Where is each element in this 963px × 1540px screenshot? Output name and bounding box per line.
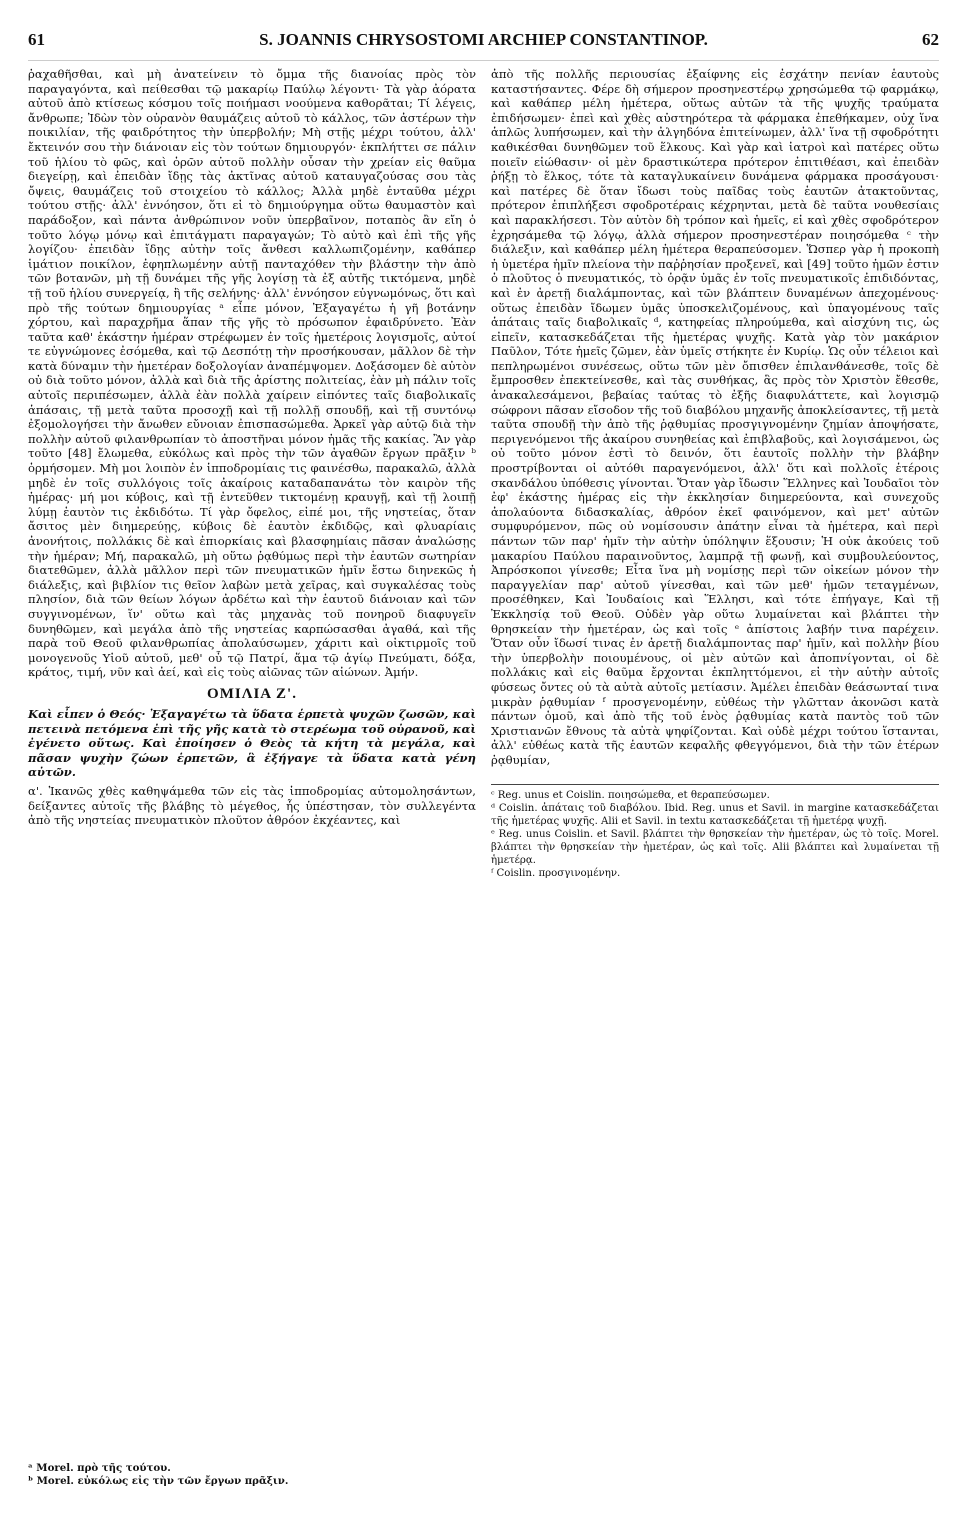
page-number-right: 62 xyxy=(922,30,939,49)
right-footnotes xyxy=(491,784,939,880)
two-column-body xyxy=(28,67,939,880)
footnote: ᵉ Reg. unus Coislin. et Savil. βλάπτει τὴν θρησκείαν τὴν ἡμετέραν, ὡς τὸ τοῖς. Morel. βλάπτει τὴν θρησκείαν τὴν ἡμετέραν, ὡς καὶ τοῖς. Alii βλάπτει καὶ λυμαίνεται τῇ ἡμετέρᾳ. xyxy=(491,828,939,866)
running-header xyxy=(28,30,939,61)
footnote: ᵈ Coislin. ἀπάταις τοῦ διαβόλου. Ibid. Reg. unus et Savil. in margine κατασκεδάζεται τῆς ἡμετέρας ψυχῆς. Alii et Savil. in textu κατασκεδάζεται τῇ ἡμετέρᾳ ψυχῇ. xyxy=(491,802,939,827)
section-paragraph: α'. Ἱκανῶς χθὲς καθηψάμεθα τῶν εἰς τὰς ἱπποδρομίας αὐτομολησάντων, δείξαντες αὐτοῖς τῆς βλάβης τὸ μέγεθος, ἧς ὑπέστησαν, τὸν συλλεγέντα ἀπὸ τῆς νηστείας πνευματικὸν πλοῦτον ἀθρόον ἐκχέαντες, καὶ xyxy=(28,783,476,828)
right-paragraph: ἀπὸ τῆς πολλῆς περιουσίας ἐξαίφνης εἰς ἐσχάτην πενίαν ἑαυτοὺς καταστήσαντες. Φέρε δὴ σήμερον προσηνεστέρῳ χρησώμεθα τῷ φαρμάκῳ, καὶ καθάπερ μέλη ἡμέτερα, οὕτως αὐτῶν τὰ τῆς ψυχῆς τραύματα ἐπιδήσωμεν· ἐπεὶ καὶ χθὲς αὐστηρότερα τὰ φάρμακα ἐπεθήκαμεν, οὐχ ἵνα ἁπλῶς λυπήσωμεν, καὶ τὴν ἀλγηδόνα ἐπιτείνωμεν, ἀλλ' ἵνα τῇ σφοδρότητι καθικέσθαι δυνηθῶμεν τοῦ ἕλκους. Καὶ γὰρ καὶ ἰατροὶ καὶ πατέρες οὕτω ποιεῖν εἰώθασιν· οἱ μὲν δραστικώτερα πρότερον ἐπιτιθέασι, καὶ ἐπειδὰν ῥήξῃ τὸ ἕλκος, τότε τὰ καταγλυκαίνειν δυνάμενα φάρμακα προσάγουσι· καὶ πατέρες δὲ ὅταν ἴδωσι τοὺς παῖδας τοὺς ἑαυτῶν ἀτακτοῦντας, πρότερον ἐπιπλήξεσι σφοδροτέραις κέχρηνται, μετὰ δὲ ταῦτα νουθεσίαις καὶ παρακλήσεσι. Τὸν αὐτὸν δὴ τρόπον καὶ ἡμεῖς, εἰ καὶ χθὲς σφοδρότερον ἐχρησάμεθα τῷ λόγῳ, ἀλλὰ σήμερον προσηνεστέραν ποιησόμεθα ᶜ τὴν διάλεξιν, καὶ καθάπερ μέλη ἡμέτερα θεραπεύσομεν. Ὥσπερ γὰρ ἡ προκοπὴ ἡ ὑμετέρα ἡμῖν πλείονα τὴν παῤῥησίαν προξενεῖ, καὶ [49] τοῦτο ἡμῶν ἐστιν ὁ πλοῦτος ὁ πνευματικός, τὸ ὁρᾷν ὑμᾶς ἐν τοῖς πνευματικοῖς ἐπιδιδόντας, καὶ ἐν ἀρετῇ διαλάμποντας, καὶ τῶν βλάπτειν δυναμένων ἀπεχομένους· οὕτως ἐπειδὰν ἴδωμεν ὑμᾶς ὑποσκελιζομένους, καὶ ὑπαγομένους ταῖς ἁπάταις ταῖς διαβολικαῖς ᵈ, κατηφείας πληρούμεθα, καὶ αἰσχύνη τις, ὡς εἰπεῖν, κατασκεδάζεται τῆς ἡμετέρας ψυχῆς. Κατὰ γὰρ τὸν μακάριον Παῦλον, Τότε ἡμεῖς ζῶμεν, ἐὰν ὑμεῖς στήκητε ἐν Κυρίῳ. Ὡς οὖν τέλειοι καὶ πεπληρωμένοι συνέσεως, οὕτω τῶν μὲν ὄπισθεν ἐπιλανθάνεσθε, τοῖς δὲ ἔμπροσθεν ἐπεκτείνεσθε, καὶ τὰς συνθήκας, ἃς πρὸς τὸν Χριστὸν ἔθεσθε, ἀνακαλεσάμενοι, βεβαίας ταύτας τὸ ἐξῆς διαφυλάττετε, καὶ λογισμῷ σώφρονι πᾶσαν εἴσοδον τῆς τοῦ διαβόλου μηχανῆς ἀποκλείσαντες, τῇ μετὰ ταῦτα σπουδῇ τὴν ἀπὸ τῆς ῥᾳθυμίας προσγιγνομένην ζημίαν ἀποψήσατε, περιγενόμενοι τῆς ἀκαίρου συνηθείας καὶ ἐπιβλαβοῦς, καὶ λογισάμενοι, ὡς οὐ τοῦτο μόνον ἐστὶ τὸ δεινόν, ὅτι ἑαυτοῖς πολλὴν τὴν βλάβην προστρίβονται οἱ αὐτόθι παραγενόμενοι, ἀλλ' ὅτι καὶ πολλοῖς ἑτέροις σκανδάλου ὑπόθεσις γίνονται. Ὅταν γὰρ ἴδωσιν Ἕλληνες καὶ Ἰουδαῖοι τὸν ἐφ' ἑκάστης ἡμέρας εἰς τὴν ἐκκλησίαν διημερεύοντα, καὶ συνεχοῦς ἀπολαύοντα διδασκαλίας, ἀθρόον ἐκεῖ φαινόμενον, καὶ μετ' αὐτῶν συμφυρόμενον, πῶς οὐ νομίσουσιν ἀπάτην εἶναι τὰ ἡμέτερα, καὶ περὶ πάντων τῶν παρ' ἡμῖν τὴν αὐτὴν ὑπόληψιν ἕξουσιν; Ἡ οὐκ ἀκούεις τοῦ μακαρίου Παύλου παραινοῦντος, λαμπρᾷ τῇ φωνῇ, καὶ συμβουλεύοντος, Ἀπρόσκοποι γίνεσθε; Εἶτα ἵνα μὴ νομίσῃς περὶ τῶν οἰκείων μόνον τὴν παραγγελίαν παρ' αὐτοῦ γίνεσθαι, καὶ τῶν μεθ' ἡμῶν τεταγμένων, προσέθηκεν, Καὶ Ἰουδαίοις καὶ Ἕλλησι, καὶ τότε ἐπήγαγε, Καὶ τῇ Ἐκκλησίᾳ τοῦ Θεοῦ. Οὐδὲν γὰρ οὕτω λυμαίνεται καὶ βλάπτει τὴν θρησκείαν τὴν ἡμετέραν, ὡς καὶ τοῖς ᵉ ἀπίστοις λαβήν τινα παρέχειν. Ὅταν οὖν ἴδωσί τινας ἐν ἀρετῇ διαλάμποντας παρ' ἡμῖν, καὶ πολλὴν βίου τὴν ὑπερβολὴν ποιουμένους, οἱ μὲν αὐτῶν καὶ ἀποπνίγονται, οἱ δὲ πολλάκις καὶ εἰς θαῦμα ἔρχονται ἐκπληττόμενοι, εἰ τὴν αὐτὴν αὐτοῖς φύσεως ὄντες οὐ τὰ αὐτὰ αὐτοῖς μετίασιν. Ἀμέλει ἐπειδὰν θεάσωνταί τινα μικρὰν ῥᾳθυμίαν ᶠ προσγενομένην, εὐθέως τὴν γλῶτταν ἀκονῶσι κατὰ πάντων ὁμοῦ, καὶ ἀπὸ τῆς τοῦ ἑνὸς ῥᾳθυμίας κατὰ παντὸς τοῦ τῶν Χριστιανῶν ἔθνους τὰ αὐτὰ ψηφίζονται. Καὶ οὐδὲ μέχρι τούτου ἵστανται, ἀλλ' εὐθέως κατὰ τῆς ἑαυτῶν κεφαλῆς φθεγγόμενοι, διὰ τὴν τῶν ἑτέρων ῥᾳθυμίαν, xyxy=(491,67,939,767)
page-number-left: 61 xyxy=(28,30,45,49)
footnote: ᵇ Morel. εὐκόλως εἰς τὴν τῶν ἔργων πρᾶξιν. xyxy=(28,1475,289,1487)
running-title: S. JOANNIS CHRYSOSTOMI ARCHIEP CONSTANTINOP. xyxy=(259,30,708,49)
footnote: ᶠ Coislin. προσγινομένην. xyxy=(491,867,621,879)
scripture-verse: Καὶ εἶπεν ὁ Θεός· Ἐξαγαγέτω τὰ ὕδατα ἑρπετὰ ψυχῶν ζωσῶν, καὶ πετεινὰ πετόμενα ἐπὶ τῆς γῆς κατὰ τὸ στερέωμα τοῦ οὐρανοῦ, καὶ ἐγένετο οὕτως. Καὶ ἐποίησεν ὁ Θεὸς τὰ κήτη τὰ μεγάλα, καὶ πᾶσαν ψυχὴν ζώων ἑρπετῶν, ἃ ἐξήγαγε τὰ ὕδατα κατὰ γένη αὐτῶν. xyxy=(28,706,477,780)
footnote: ᶜ Reg. unus et Coislin. ποιησώμεθα, et θεραπεύσωμεν. xyxy=(491,789,770,801)
left-footnotes xyxy=(28,1462,476,1488)
left-column xyxy=(28,67,476,880)
homily-title: ΟΜΙΛΙΑ Ζ'. xyxy=(207,685,297,702)
left-paragraph: ῥαχαθῆσθαι, καὶ μὴ ἀνατείνειν τὸ ὄμμα τῆς διανοίας πρὸς τὸν παραγαγόντα, καὶ πείθεσθαι τῷ μακαρίῳ Παύλῳ λέγοντι· Τὰ γὰρ ἀόρατα αὐτοῦ ἀπὸ κτίσεως κόσμου τοῖς ποιήμασι νοούμενα καθορᾶται; Τί λέγεις, ἄνθρωπε; Ἰδὼν τὸν οὐρανὸν θαυμάζεις αὐτοῦ τὸ κάλλος, τῶν ἀστέρων τὴν ποικιλίαν, τῆς φαιδρότητος τὴν ὑπερβολήν; Μὴ στῇς μέχρι τούτου, ἀλλ' ἔκτεινόν σου τὴν διάνοιαν εἰς τὸν τούτων δημιουργόν· ἐκπλήττει σε πάλιν τοῦ ἡλίου τὸ φῶς, καὶ ὁρῶν αὐτοῦ πολλὴν οὖσαν τὴν χρείαν εἰς θαῦμα διεγείρῃ, καὶ ἐπειδὰν ἴδῃς τὰς ἀκτῖνας αὐτοῦ καταυγαζούσας σου τὰς ὄψεις, θαυμάζεις τοῦ στοιχείου τὸ κάλλος; Ἀλλὰ μηδὲ ἐνταῦθα μέχρι τούτου στῇς· ἀλλ' ἐννόησον, ὅτι εἰ τὸ δημιούργημα οὕτω θαυμαστὸν καὶ παράδοξον, καὶ πάντα ἀνθρώπινον νοῦν ὑπερβαῖνον, ποταπὸς ἂν εἴη ὁ τοῦτο λόγῳ μόνῳ καὶ ἐπιτάγματι παραγαγών; Τὸ αὐτὸ καὶ ἐπὶ τῆς γῆς λογίζου· ἐπειδὰν ἴδῃς αὐτὴν τοῖς ἄνθεσι καλλωπιζομένην, καθάπερ ἱμάτιον ποικίλον, ἐφηπλωμένην αὐτῇ πανταχόθεν τὴν βλάστην τὴν ἀπὸ τῶν βοτανῶν, μὴ τῇ δυνάμει τῆς γῆς λογίσῃ τὰ ἐξ αὐτῆς τικτόμενα, μηδὲ τῇ τοῦ ἡλίου συνεργείᾳ, ἢ τῆς σελήνης· ἀλλ' ἐννόησον εὐγνωμόνως, ὅτι καὶ πρὸ τῆς τούτων δημιουργίας ᵃ εἶπε μόνον, Ἐξαγαγέτω ἡ γῆ βοτάνην χόρτου, καὶ παραχρῆμα ἅπαν τῆς γῆς τὸ πρόσωπον ἐφαιδρύνετο. Ἐὰν ταῦτα καθ' ἑκάστην ἡμέραν στρέφωμεν ἐν τοῖς ἡμετέροις λογισμοῖς, αὐτοί τε εὐγνώμονες ἐσόμεθα, καὶ τῷ Δεσπότῃ τὴν προσήκουσαν, μᾶλλον δὲ τὴν κατὰ δύναμιν τὴν ἡμετέραν δοξολογίαν ἀναπέμψομεν. Δοξάσομεν δὲ αὐτὸν οὐ διὰ τοῦτο μόνον, ἀλλὰ καὶ διὰ τῆς ἀρίστης πολιτείας, ἐὰν μὴ πάλιν τοῖς αὐτοῖς περιπέσωμεν, ἀλλὰ ἐὰν πολλὰ χαίρειν εἰπόντες ταῖς διαβολικαῖς ἁπάσαις, τῇ μετὰ ταῦτα προσοχῇ καὶ τῇ πολλῇ σπουδῇ, καὶ τῇ συντόνῳ ἐξομολογήσει τὴν ἄνωθεν εὔνοιαν ἐπισπασώμεθα. Ἀρκεῖ γὰρ αὐτῷ διὰ τὴν πολλὴν αὐτοῦ φιλανθρωπίαν τὸ ἀποστῆναι μόνον ἡμᾶς τῆς κακίας. Ἂν γὰρ τοῦτο [48] ἔλωμεθα, εὐκόλως καὶ πρὸς τὴν τῶν ἀγαθῶν ἔργων πρᾶξιν ᵇ ὁρμήσομεν. Μὴ μοι λοιπὸν ἐν ἱπποδρομίαις τις φαινέσθω, παρακαλῶ, ἀλλὰ μηδὲ ἐν τοῖς συλλόγοις τοῖς ἀκαίροις καταδαπανάτω τὸν καιρὸν τῆς ἡμέρας· μή μοι κύβοις, καὶ τῇ ἐντεῦθεν τικτομένῃ κραυγῇ, καὶ τῇ λοιπῇ λύμῃ ἑαυτὸν τις ἐκδιδότω. Τί γὰρ ὄφελος, εἰπέ μοι, τῆς νηστείας, ὅταν ἄσιτος μὲν διημερεύῃς, κύβοις δὲ ἑαυτὸν ἐκδιδῷς, καὶ φλυαρίαις ἀνονήτοις, πολλάκις δὲ καὶ ἐπιορκίαις καὶ βλασφημίαις πᾶσαν ἀναλώσῃς τὴν ἡμέραν; Μή, παρακαλῶ, μὴ οὕτω ῥᾳθύμως περὶ τὴν ἑαυτῶν σωτηρίαν διατεθῶμεν, ἀλλὰ μᾶλλον περὶ τῶν πνευματικῶν ἡμῖν ἔστω διηνεκῶς ἡ διάλεξις, καὶ βιβλίον τις θεῖον λαβὼν μετὰ χεῖρας, καὶ συγκαλέσας τοὺς πλησίον, διὰ τῶν θείων λόγων ἀρδέτω καὶ τὴν ἑαυτοῦ διάνοιαν καὶ τῶν συγγινομένων, ἵν' οὕτω καὶ τὰς μηχανὰς τοῦ πονηροῦ διαφυγεῖν δυνηθῶμεν, καὶ μεγάλα ἀπὸ τῆς νηστείας καρπώσασθαι ἀγαθά, καὶ τῆς παρὰ τοῦ Θεοῦ φιλανθρωπίας ἀπολαύσωμεν, χάριτι καὶ οἰκτιρμοῖς τοῦ μονογενοῦς Υἱοῦ αὐτοῦ, μεθ' οὗ τῷ Πατρί, ἅμα τῷ ἁγίῳ Πνεύματι, δόξα, κράτος, τιμή, νῦν καὶ ἀεί, καὶ εἰς τοὺς αἰῶνας τῶν αἰώνων. Ἀμήν. xyxy=(28,67,476,680)
footnote: ᵃ Morel. πρὸ τῆς τούτου. xyxy=(28,1462,171,1474)
right-column xyxy=(491,67,939,880)
